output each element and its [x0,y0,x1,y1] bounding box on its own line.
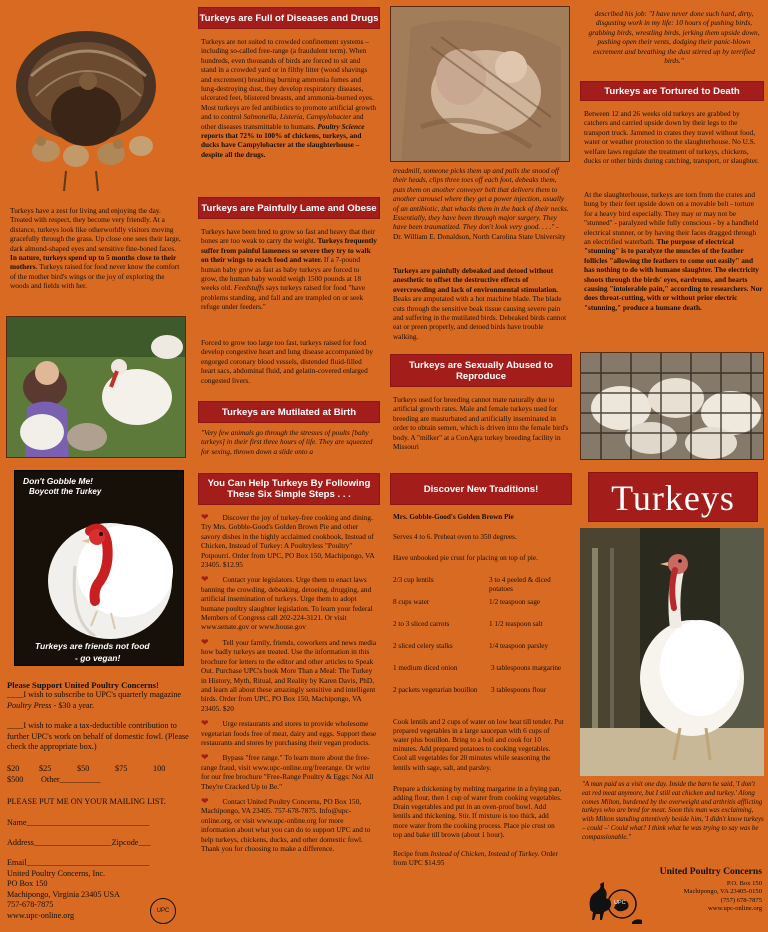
recipe-title: Mrs. Gobble-Good's Golden Brown Pie [393,513,514,521]
breeding-paragraph: Turkeys used for breeding cannot mate naturally due to artificial growth rates. Male and female turkeys used for breeding are masturbated and artificially inseminated in order to obtain semen, which is driven into the female bird's body. A "milker" at a ConAgra turkey breeding facility in Missouri [393,395,569,452]
debeaked-paragraph: Turkeys are painfully debeaked and detoed without anesthetic to offset the destructive effects of overcrowding and lack of environmental stimulation. Beaks are amputated with a hot machine blade. The blade cuts through the sensitive beak tissue causing severe pain and suffering in the mutilated birds. Debeaked birds cannot eat or preen properly, and detoed birds have trouble walking. [393,266,567,341]
ingredient-row: 1 medium diced onion 3 tablespoons margarine [393,663,562,672]
support-title: Please Support United Poultry Concerns! [7,680,159,690]
website-link[interactable]: www.upc-online.org [707,905,762,913]
panel-center-left [192,0,384,932]
step-item: ❤ Discover the joy of turkey-free cooking and dining. Try Mrs. Gobble-Good's Golden Brown Pie and other savory dishes in the highly acclaimed cookbook, Instead of Chicken, Instead of Turkey: A Poultryless "Poultry" Potpourri. Order from UPC, PO Box 150, Machipongo, VA 23405. $12.95 [201,512,375,570]
recipe-step-1: Cook lentils and 2 cups of water on low heat till tender. Put prepared vegetables in a large saucepan with 6 cups of water plus bouillon. Bring to a boil and cook for 10 minutes. Add prepared potatoes to cooking vegetables. Cool all vegetables for 20 minutes while seasoning the lentils with sage, salt, and parsley. [393,717,564,772]
heart-bullet-icon: ❤ [201,795,209,806]
heart-bullet-icon: ❤ [201,512,209,522]
mailing-list-line[interactable]: PLEASE PUT ME ON YOUR MAILING LIST. [7,797,166,807]
step-item: ❤ Bypass "free range." To learn more about the free-range fraud, visit www.upc-online.org/freerange. Or write for our free brochure "Free-Range Poultry & Eggs: Not All They're Cracked Up to Be." [201,752,374,791]
traditions-header: Discover New Traditions! [390,473,572,505]
ingredient-row: 2/3 cup lentils 3 to 4 peeled & diced potatoes [393,575,551,593]
turkey-silhouettes-icon [584,878,644,928]
amount-option[interactable]: $75 [115,764,128,774]
org-name: United Poultry Concerns [659,866,762,877]
amount-other[interactable]: Other__________ [41,774,101,784]
heart-bullet-icon: ❤ [201,574,209,585]
upc-logo-icon: UPC [150,898,176,924]
crated-turkeys-photo [580,352,764,460]
milton-caption: "A man paid us a visit one day. Inside the barn he said, 'I don't eat red meat anymore, but I still eat chicken and turkey.' Along comes Milton, burdened by the overweight and arthritis afflicting turkeys who are bred for meat. Soon this man was exclaiming, with Milton standing attentively beside him, 'I didn't know turkeys – could –' Could what? I think what he was trying to say was be compassionable." [582,781,764,841]
mutilated-header: Turkeys are Mutilated at Birth [198,401,380,423]
amount-option[interactable]: $50 [77,764,90,774]
recipe-crust: Have unbooked pie crust for placing on top of pie. [393,554,538,563]
panel-center-right [384,0,576,932]
heart-paragraph: Forced to grow too large too fast, turkeys raised for food develop congestive heart and lung disease accompanied by engorged coronary blood vessels, distended fluid-filled heart sacs, abdominal fluid, and gelatin-covered enlarged congested livers. [201,338,374,385]
woman-with-turkeys-photo [6,316,186,458]
tortured-header: Turkeys are Tortured to Death [580,81,764,101]
step-item: ❤ Urge restaurants and stores to provide wholesome vegetarian foods free of meat, dairy and eggs. Support these restaurants and stores by purchasing their vegan products. [201,718,377,747]
amount-option[interactable]: $25 [39,764,52,774]
poster-top-text-2: Boycott the Turkey [29,487,102,496]
recipe-step-2: Prepare a thickening by melting margarine in a frying pan, adding flour, then 1 cup of water from cooking vegetables. Drain vegetables and put in an oven-proof bowl. Add lentils and thickening. Stir. If mixture is too thick, add more water from the cooking process. Place pie crust on top and bake till brown (about 1 hour). [393,784,562,839]
recipe [393,513,573,868]
panel-right [576,0,768,932]
recipe-source: Recipe from Instead of Chicken, Instead of Turkey. Order from UPC $14.95 [393,850,558,868]
amount-option[interactable]: $500 [7,774,24,784]
poster-top-text: Don't Gobble Me! [23,476,94,486]
slaughter-paragraph: At the slaughterhouse, turkeys are torn from the crates and hung by their feet upside down on a movable belt - torture for a heavy bird especially. They may or may not be "stunned" - paralyzed while fully conscious - by a handheld electrical stunner, or by having their faces dragged through an electrified waterbath. The purpose of electrical "stunning" is to paralyze the muscles of the feather follicles "allowing the feathers to come out easily" and has nothing to do with humane slaughter. The electricity shoots through the birds' eyes, eardrums, and hearts causing "intolerable pain," according to researchers. Nor does throat-cutting, with or without prior electric "stunning," produce a humane death. [584,190,763,312]
amount-option[interactable]: $20 [7,764,20,774]
ingredient-row: 2 sliced celery stalks 1/4 teaspoon parsley [393,641,549,650]
milton-turkey-photo [580,528,764,776]
ingredient-row: 2 packets vegetarian bouillon 3 tablespoons flour [393,685,547,694]
debeaking-photo [390,6,570,162]
mutilated-quote: "Very few animals go through the stresses of poults [baby turkeys] in their first three hours of life. They are squeezed for sexing, thrown down a slide onto a [201,428,373,456]
milker-quote: described his job: "I have never done such hard, dirty, disgusting work in my life: 10 hours of pushing birds, grabbing birds, wrestling birds, jerking them upside down, pushing open their vents, dodging their panic-blown excrement and breathing the dust stirred up by terrified birds." [588,9,760,66]
quote-continuation: treadmill, someone picks them up and pulls the snood off their heads, clips three toes off each foot, debeaks them, puts them on another conveyer belt that delivers them to another carousel where they get a power injection, usually of an antibiotic, that whacks them in the back of their necks. Essentially, they have been through major surgery. They have been traumatized. They don't look very good. . . ." - Dr. William E. Donaldson, North Carolina State University [393,166,569,241]
subscribe-line[interactable]: ____I wish to subscribe to UPC's quarterly magazine Poultry Press - $30 a year. [7,690,182,710]
poster-bottom-text-2: - go vegan! [75,653,121,663]
heart-bullet-icon: ❤ [201,718,209,729]
support-form [7,680,189,921]
ingredient-row: 2 to 3 sliced carrots 1 1/2 teaspoon salt [393,619,543,628]
transport-paragraph: Between 12 and 26 weeks old turkeys are grabbed by catchers and carried upside down by their legs to the transport truck. Jammed in crates they travel without food, water or weather protection to the slaughterhouse. No U.S. welfare laws regulate the treatment of turkeys, chickens, ducks or other birds during catching, transport, or slaughter. [584,109,759,166]
heart-bullet-icon: ❤ [201,752,209,763]
steps-list [201,513,379,853]
poster-bottom-text: Turkeys are friends not food [35,641,150,651]
donate-line[interactable]: ____I wish to make a tax-deductible contribution to further UPC's work on behalf of domestic fowl. (Please check the appropriate box.) [7,721,189,752]
step-item: ❤ Contact your legislators. Urge them to enact laws banning the crowding, debeaking, detoeing, drugging, and artificial insemination of turkeys. Urge them to adopt humane poultry slaughter legislation. To learn your federal Members of Congress call 202-224-3121. Or visit www.senate.gov or www.house.gov [201,574,373,632]
diseases-paragraph: Turkeys are not suited to crowded confinement systems – including so-called free-range (a fraudulent term). When hundreds, even thousands of birds are forced to sit and stand in a crowded yard or in filthy litter (wood shavings and excrement) breathing burning ammonia fumes and lung-destroying dust, they develop respiratory diseases, ulcerated feet, blistered breasts, and ammonia-burned eyes. Most turkeys are fed antibiotics to promote artificial growth and to control Salmonella, Listeria, Campylobacter and other diseases transmittable to humans. Poultry Science reports that 72% to 100% of chickens, turkeys, and ducks have Campylobacter at the slaughterhouse – despite all the drugs. [201,37,377,159]
intro-paragraph: Turkeys have a zest for living and enjoying the day. Treated with respect, they become very friendly. At a distance, turkeys look like otherworldly visitors moving gracefully through the grass. Up close one sees their large, dark almond-shaped eyes and sensitive fine-boned faces. In nature, turkeys spend up to 5 months close to their mothers. Turkeys raised for food never know the comfort of the mother bird's wings or the joy of exploring the woods and fields with her. [10,206,181,291]
cover-title: Turkeys [588,472,758,522]
upc-seal-label: UPC [614,900,626,906]
recipe-serves: Serves 4 to 6. Preheat oven to 350 degrees. [393,533,517,542]
step-item: ❤ Tell your family, friends, coworkers and news media how badly turkeys are treated. Use the information in this brochure for letters to the editor and other articles to Speak Out. Purchase UPC's book More Than a Meal: The Turkey in History, Myth, Ritual, and Reality by Karen Davis, PhD, and learn all about these amazingly sensitive and intelligent birds. Order from UPC, PO Box 150, Machipongo, VA 23405. $20 [201,636,377,713]
ingredients-table [393,576,573,710]
email-field[interactable]: Email______________________________ [7,858,150,868]
help-header: You Can Help Turkeys By Following These Six Simple Steps . . . [198,473,380,505]
address-field[interactable]: Address___________________Zipcode___ [7,838,151,848]
lame-header: Turkeys are Painfully Lame and Obese [198,197,380,219]
amount-option[interactable]: 100 [153,764,166,774]
step-item: ❤ Contact United Poultry Concerns, PO Box 150, Machipongo, VA 23405. 757-678-7875. Info@upc-online.org, or visit www.upc-online.org for more information about what you can do to support UPC and to help turkeys, chickens, ducks, and other domestic fowl. Thank you for choosing to make a difference. [201,795,371,853]
org-address: United Poultry Concerns, Inc. PO Box 150 Machipongo, Virginia 23405 USA 757-678-7875 www.upc-online.org [7,868,120,920]
diseases-header: Turkeys are Full of Diseases and Drugs [198,7,380,29]
org-address-block: P.O. Box 150 Machipongo, VA 23405-0150 (757) 678-7875 www.upc-online.org [646,880,762,914]
donation-amounts-2[interactable] [7,775,189,785]
name-field[interactable]: Name______________________________ [7,817,150,827]
lame-paragraph: Turkeys have been bred to grow so fast and heavy that their bones are too weak to carry the weight. Turkeys frequently suffer from painful lameness so severe they try to walk on their wings to reach food and water. If a 7-pound human baby grew as fast as baby turkeys are forced to grow, the human baby would weigh 1500 pounds at 18 weeks old. Feedstuffs says turkeys raised for food "have problems standing, and fall and are trampled on or seek refuge under feeders." [201,227,377,312]
dont-gobble-me-poster [14,470,184,666]
heart-bullet-icon: ❤ [201,636,209,647]
donation-amounts[interactable] [7,764,189,774]
sexually-abused-header: Turkeys are Sexually Abused to Reproduce [390,354,572,387]
panel-left [0,0,192,932]
turkey-hen-with-poults-photo [6,6,186,196]
ingredient-row: 8 cups water 1/2 teaspoon sage [393,597,541,606]
